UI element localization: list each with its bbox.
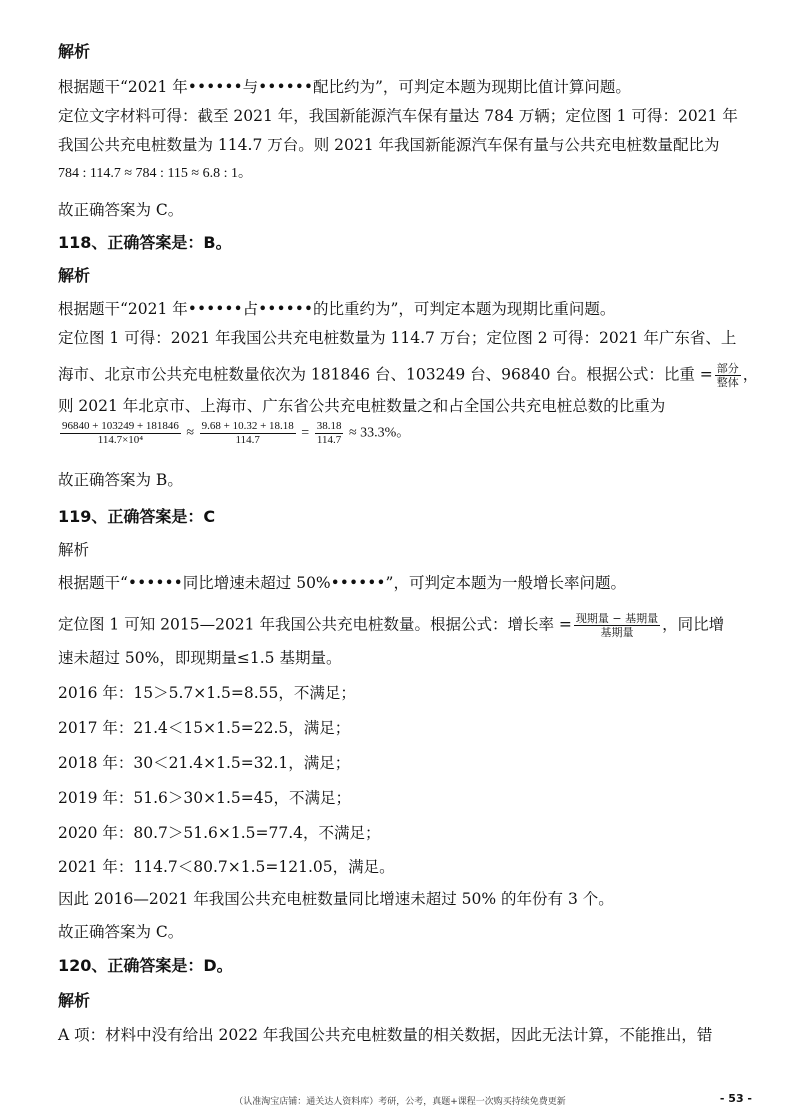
year-check-2017: 2017 年：21.4＜15×1.5=22.5，满足； xyxy=(58,719,351,737)
paragraph: 定位文字材料可得：截至 2021 年，我国新能源汽车保有量达 784 万辆；定位图 1 可得：2021 年 xyxy=(58,107,738,125)
analysis-heading-118: 解析 xyxy=(58,266,91,285)
page-number: - 53 - xyxy=(719,1092,752,1105)
paragraph: 则 2021 年北京市、上海市、广东省公共充电桩数量之和占全国公共充电桩总数的比重为 xyxy=(58,397,666,415)
paragraph: 速未超过 50%，即现期量≤1.5 基期量。 xyxy=(58,649,342,667)
paragraph: 根据题干“2021 年••••••与••••••配比约为”，可判定本题为现期比值计算问题。 xyxy=(58,78,631,96)
year-check-2019: 2019 年：51.6＞30×1.5=45，不满足； xyxy=(58,789,351,807)
fraction: $\frac{38.18}{114.7}$ xyxy=(316,420,342,446)
paragraph: 定位图 1 可得：2021 年我国公共充电桩数量为 114.7 万台；定位图 2 可得：2021 年广东省、上 xyxy=(58,329,737,347)
fraction: $\frac{9.68 + 10.32 + 18.18}{114.7}$ xyxy=(201,420,294,446)
question-120-title: 120、正确答案是：D。 xyxy=(58,956,233,975)
year-check-2020: 2020 年：80.7＞51.6×1.5=77.4，不满足； xyxy=(58,824,381,842)
answer-line: 故正确答案为 C。 xyxy=(58,201,184,219)
fraction: $\frac{96840 + 103249 + 181846}{\text{114.7×10⁴}}$ xyxy=(62,420,179,446)
analysis-heading-120: 解析 xyxy=(58,991,91,1010)
footer-note: （认准淘宝店铺：通关达人资料库）考研，公考，真题+课程一次购买持续免费更新 xyxy=(234,1097,566,1107)
ratio-formula: 784 : 114.7 ≈ 784 : 115 ≈ 6.8 : 1。 xyxy=(58,166,252,181)
question-119-title: 119、正确答案是：C xyxy=(58,507,216,526)
answer-line: 故正确答案为 C。 xyxy=(58,923,184,941)
paragraph: 因此 2016—2021 年我国公共充电桩数量同比增速未超过 50% 的年份有 3 个。 xyxy=(58,890,614,908)
paragraph: 根据题干“2021 年••••••占••••••的比重约为”，可判定本题为现期比重问题。 xyxy=(58,300,616,318)
paragraph-with-fraction: 海市、北京市公共充电桩数量依次为 181846 台、103249 台、96840 台。根据公式：比重 = $\frac{\text{部分}}{\text{整体}}$ ， xyxy=(58,362,759,389)
question-118-title: 118、正确答案是：B。 xyxy=(58,233,232,252)
year-check-2018: 2018 年：30＜21.4×1.5=32.1，满足； xyxy=(58,754,351,772)
paragraph: A 项：材料中没有给出 2022 年我国公共充电桩数量的相关数据，因此无法计算，不能推出，错 xyxy=(58,1026,713,1044)
fraction: $\frac{\text{部分}}{\text{整体}}$ xyxy=(716,362,739,389)
paragraph: 根据题干“••••••同比增速未超过 50%••••••”，可判定本题为一般增长率问题。 xyxy=(58,574,626,592)
paragraph-with-fraction: 定位图 1 可知 2015—2021 年我国公共充电桩数量。根据公式：增长率 = $\frac{\text{现期量 − 基期量}}{\text{基期量}}$ ，同比增 xyxy=(58,612,725,639)
fraction: $\frac{\text{现期量 − 基期量}}{\text{基期量}}$ xyxy=(575,612,659,639)
year-check-2021: 2021 年：114.7＜80.7×1.5=121.05，满足。 xyxy=(58,858,395,876)
analysis-heading-117: 解析 xyxy=(58,42,91,61)
year-check-2016: 2016 年：15＞5.7×1.5=8.55，不满足； xyxy=(58,684,356,702)
analysis-heading-119: 解析 xyxy=(58,541,90,559)
proportion-formula: $\frac{96840 + 103249 + 181846}{\text{114.7×10⁴}}$ ≈ $\frac{9.68 + 10.32 + 18.18}{114.7}$ = $\frac{38.18}{114.7}$ ≈ 33.3%。 xyxy=(62,420,411,446)
paragraph: 我国公共充电桩数量为 114.7 万台。则 2021 年我国新能源汽车保有量与公共充电桩数量配比为 xyxy=(58,136,720,154)
answer-line: 故正确答案为 B。 xyxy=(58,471,183,489)
